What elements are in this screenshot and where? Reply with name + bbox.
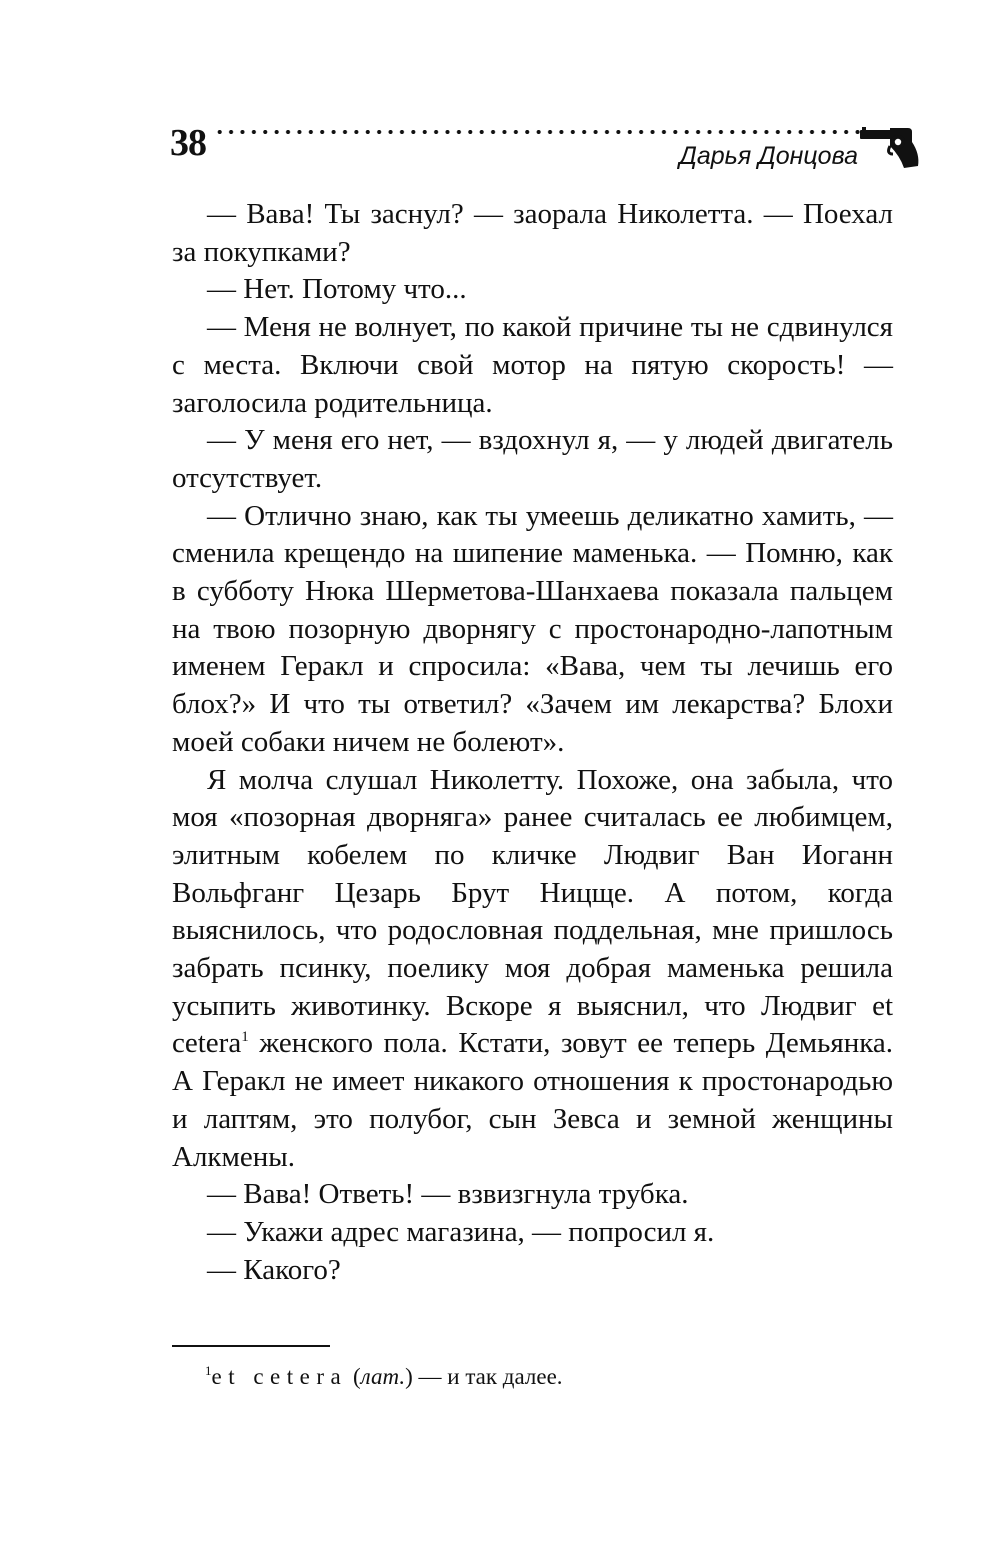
paragraph: — Меня не волнует, по какой причине ты не сдвинулся с места. Включи свой мотор на пятую скорость! — заголосила родительница. <box>172 311 893 419</box>
paragraph: — Укажи адрес магазина, — попросил я. <box>207 1215 715 1248</box>
revolver-icon <box>860 124 922 168</box>
footnote-reference[interactable]: 1 <box>241 1029 249 1046</box>
paragraph: — Вава! Ответь! — взвизгнула трубка. <box>207 1178 689 1211</box>
dotted-leader <box>214 128 864 136</box>
footnote-divider <box>172 1345 330 1347</box>
paragraph: — Отлично знаю, как ты умеешь деликатно хамить, — сменила крещендо на шипение маменька. — Помню, как в субботу Нюка Шерметова-Шанхаева показала пальцем на твою позорную дворнягу с простонародно-лапотным именем Геракл и спросила: «Вава, чем ты лечишь его блох?» И что ты ответил? «Зачем им лекарства? Блохи моей собаки ничем не болеют». <box>172 499 893 758</box>
paragraph-text: женского пола. Кстати, зовут ее теперь Демьянка. А Геракл не имеет никакого отношения к простонародью и лаптям, это полубог, сын Зевса и земной женщины Алкмены. <box>172 1027 893 1173</box>
footnote <box>205 1362 563 1392</box>
paragraph-text: Я молча слушал Николетту. Похоже, она забыла, что моя «позорная дворняга» ранее считалась ее любимцем, элитным кобелем по кличке Людвиг Ван Иоганн Вольфганг Цезарь Брут Ницще. А потом, когда выяснилось, что родословная поддельная, мне пришлось забрать псинку, поелику моя добрая маменька решила усыпить животинку. Вскоре я выяснил, что Людвиг et cetera <box>172 763 893 1060</box>
paragraph: — Вава! Ты заснул? — заорала Николетта. — Поехал за покупками? <box>172 198 893 268</box>
footnote-language: лат. <box>360 1364 406 1389</box>
footnote-term: et cetera <box>211 1364 348 1389</box>
running-header <box>170 118 930 178</box>
paragraph <box>172 762 893 1177</box>
body-text <box>172 196 893 1289</box>
footnote-paren-close: ) <box>405 1364 413 1389</box>
paragraph: — Какого? <box>207 1253 341 1286</box>
paragraph: — У меня его нет, — вздохнул я, — у людей двигатель отсутствует. <box>172 424 893 494</box>
author-name: Дарья Донцова <box>679 142 858 170</box>
paragraph: — Нет. Потому что... <box>207 273 467 306</box>
page-number: 38 <box>170 122 206 164</box>
footnote-mark: 1 <box>205 1363 212 1378</box>
footnote-paren-open: ( <box>347 1364 361 1389</box>
footnote-meaning: — и так далее. <box>412 1364 563 1389</box>
